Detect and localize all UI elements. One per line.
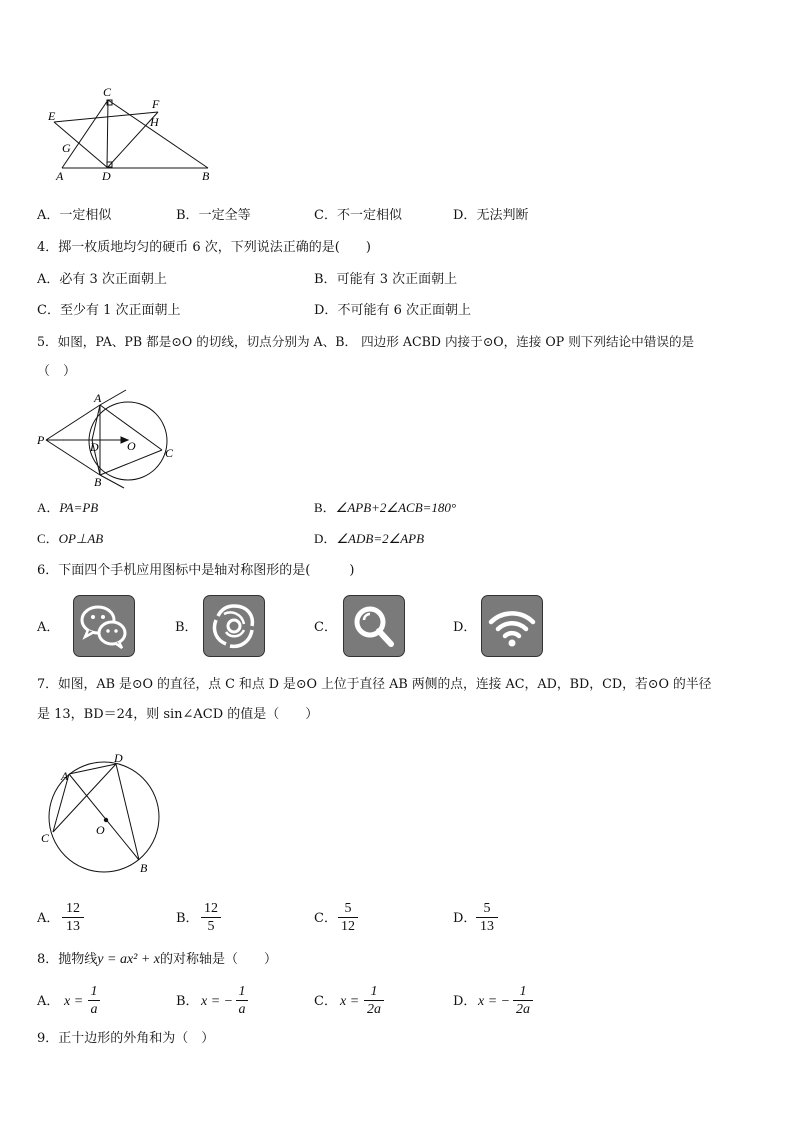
option-letter: A．: [37, 272, 60, 287]
option-letter: A．: [37, 500, 60, 515]
fraction-denominator: 2a: [516, 1002, 530, 1017]
fraction-bar: [236, 1000, 248, 1001]
q8-option-c-lhs: x =: [340, 994, 360, 1009]
q8-option-b-letter: B．: [176, 994, 199, 1009]
q6-option-c-magnifier-icon[interactable]: [343, 595, 405, 657]
q5-option-c[interactable]: [37, 531, 103, 547]
q7-label-C: C: [41, 831, 50, 845]
option-letter: A．: [37, 208, 60, 223]
q7-option-a-letter: A．: [37, 911, 60, 926]
q5-option-d[interactable]: [314, 531, 424, 547]
q5-label-P: P: [37, 433, 45, 447]
option-text: 可能有 3 次正面朝上: [336, 272, 458, 287]
q8-option-b-lhs: x = −: [201, 994, 234, 1009]
fraction-denominator: 13: [480, 919, 494, 934]
q3-option-d[interactable]: [453, 208, 528, 224]
q8-option-c-letter: C．: [314, 994, 337, 1009]
fraction-denominator: 5: [207, 919, 215, 934]
q4-option-a[interactable]: [37, 272, 167, 288]
option-text: 无法判断: [476, 208, 529, 223]
q5-label-B: B: [94, 475, 102, 489]
q3-label-D: D: [102, 169, 111, 183]
q3-option-c[interactable]: [314, 208, 402, 224]
q5-label-O: O: [127, 439, 136, 453]
fraction-numerator: 12: [204, 901, 218, 916]
wechat-icon: [74, 596, 134, 656]
fraction-bar: [364, 1000, 384, 1001]
q8-option-c-fraction[interactable]: [364, 984, 384, 1017]
fraction-bar: [338, 917, 358, 918]
q4-stem: 4．掷一枚质地均匀的硬币 6 次，下列说法正确的是( ): [37, 240, 371, 255]
option-text: 不可能有 6 次正面朝上: [337, 303, 471, 318]
fraction-numerator: 1: [519, 984, 527, 999]
q7-stem-line1: 7．如图，AB 是⊙O 的直径，点 C 和点 D 是⊙O 上位于直径 AB 两侧的点，连接 AC，AD，BD，CD，若⊙O 的半径: [37, 677, 712, 692]
q7-option-c-letter: C．: [314, 911, 337, 926]
option-letter: C．: [37, 303, 60, 318]
option-text: ∠APB+2∠ACB=180°: [335, 500, 457, 515]
q6-option-b-swirl-icon[interactable]: [203, 595, 265, 657]
q6-option-a-letter: A．: [37, 620, 60, 635]
fraction-denominator: 2a: [367, 1002, 381, 1017]
fraction-numerator: 1: [90, 984, 98, 999]
option-letter: D．: [314, 303, 338, 318]
q6-option-c-letter: C．: [314, 620, 337, 635]
option-letter: B．: [314, 272, 337, 287]
q6-option-b-letter: B．: [175, 620, 198, 635]
option-letter: C．: [37, 531, 59, 546]
option-letter: D．: [314, 531, 337, 546]
q5-figure: [34, 388, 184, 490]
q4-option-b[interactable]: [314, 272, 457, 288]
q7-label-D: D: [114, 751, 123, 765]
q8-option-d-fraction[interactable]: [513, 984, 533, 1017]
q3-label-A: A: [56, 169, 64, 183]
q7-label-B: B: [140, 861, 148, 875]
q9-stem: 9．正十边形的外角和为（ ）: [37, 1031, 215, 1046]
q7-label-O: O: [96, 823, 105, 837]
q8-option-a-fraction[interactable]: [88, 984, 100, 1017]
q5-stem-line2: （ ）: [37, 364, 77, 379]
option-letter: B．: [176, 208, 199, 223]
q7-option-b-letter: B．: [176, 911, 199, 926]
fraction-bar: [62, 917, 84, 918]
magnifier-icon: [344, 596, 404, 656]
q8-option-d-lhs: x = −: [478, 994, 511, 1009]
fraction-denominator: 13: [66, 919, 80, 934]
option-letter: C．: [314, 208, 337, 223]
fraction-bar: [476, 917, 498, 918]
fraction-bar: [88, 1000, 100, 1001]
q3-label-F: F: [152, 97, 160, 111]
fraction-numerator: 5: [344, 901, 352, 916]
fraction-numerator: 1: [370, 984, 378, 999]
fraction-denominator: 12: [341, 919, 355, 934]
q3-label-C: C: [103, 85, 112, 99]
fraction-bar: [513, 1000, 533, 1001]
fraction-numerator: 12: [66, 901, 80, 916]
q7-option-d-letter: D．: [453, 911, 477, 926]
q3-figure: [40, 82, 230, 184]
option-text: 一定全等: [198, 208, 251, 223]
fraction-bar: [201, 917, 221, 918]
q5-stem-line1: 5．如图，PA、PB 都是⊙O 的切线，切点分别为 A、B． 四边形 ACBD 内接于⊙O，连接 OP 则下列结论中错误的是: [37, 334, 695, 349]
q8-stem: [37, 952, 277, 968]
q4-option-c[interactable]: [37, 303, 181, 319]
q5-option-b[interactable]: [314, 500, 456, 516]
q8-option-b-fraction[interactable]: [236, 984, 248, 1017]
q7-option-c-fraction[interactable]: [338, 901, 358, 934]
q5-label-C: C: [165, 446, 174, 460]
q8-stem-pre: 8．抛物线: [37, 952, 98, 967]
fraction-numerator: 5: [483, 901, 491, 916]
q7-option-d-fraction[interactable]: [476, 901, 498, 934]
q6-option-d-letter: D．: [453, 620, 477, 635]
q3-label-H: H: [150, 115, 159, 129]
q6-option-d-wifi-icon[interactable]: [481, 595, 543, 657]
q4-option-d[interactable]: [314, 303, 471, 319]
option-text: ∠ADB=2∠APB: [336, 531, 425, 546]
q3-label-E: E: [48, 109, 56, 123]
fraction-denominator: a: [238, 1002, 246, 1017]
q8-stem-formula: y = ax² + x: [97, 952, 161, 967]
q7-figure: [36, 750, 166, 880]
swirl-icon: [204, 596, 264, 656]
option-text: OP⊥AB: [58, 531, 104, 546]
fraction-denominator: a: [90, 1002, 98, 1017]
q7-label-A: A: [61, 769, 69, 783]
q7-option-b-fraction[interactable]: [201, 901, 221, 934]
q8-option-a-lhs: x =: [64, 994, 84, 1009]
option-letter: D．: [453, 208, 477, 223]
q3-option-b[interactable]: [176, 208, 251, 224]
q8-option-d-letter: D．: [453, 994, 477, 1009]
q6-stem: 6．下面四个手机应用图标中是轴对称图形的是( ): [37, 563, 355, 578]
option-text: 一定相似: [59, 208, 112, 223]
q3-label-B: B: [202, 169, 210, 183]
option-text: 不一定相似: [336, 208, 402, 223]
q5-label-D: D: [90, 440, 99, 454]
q7-stem-line2: 是 13，BD＝24，则 sin∠ACD 的值是（ ）: [37, 707, 319, 722]
option-text: 至少有 1 次正面朝上: [59, 303, 181, 318]
q5-label-A: A: [94, 391, 102, 405]
q3-option-a[interactable]: [37, 208, 111, 224]
wifi-icon: [482, 596, 542, 656]
option-text: PA=PB: [59, 500, 99, 515]
q5-option-a[interactable]: [37, 500, 98, 516]
q8-stem-post: 的对称轴是（ ）: [160, 952, 278, 967]
fraction-numerator: 1: [238, 984, 246, 999]
option-letter: B．: [314, 500, 336, 515]
q6-option-a-wechat-icon[interactable]: [73, 595, 135, 657]
q7-option-a-fraction[interactable]: [62, 901, 84, 934]
option-text: 必有 3 次正面朝上: [59, 272, 167, 287]
q3-label-G: G: [62, 141, 71, 155]
q8-option-a-letter: A．: [37, 994, 60, 1009]
